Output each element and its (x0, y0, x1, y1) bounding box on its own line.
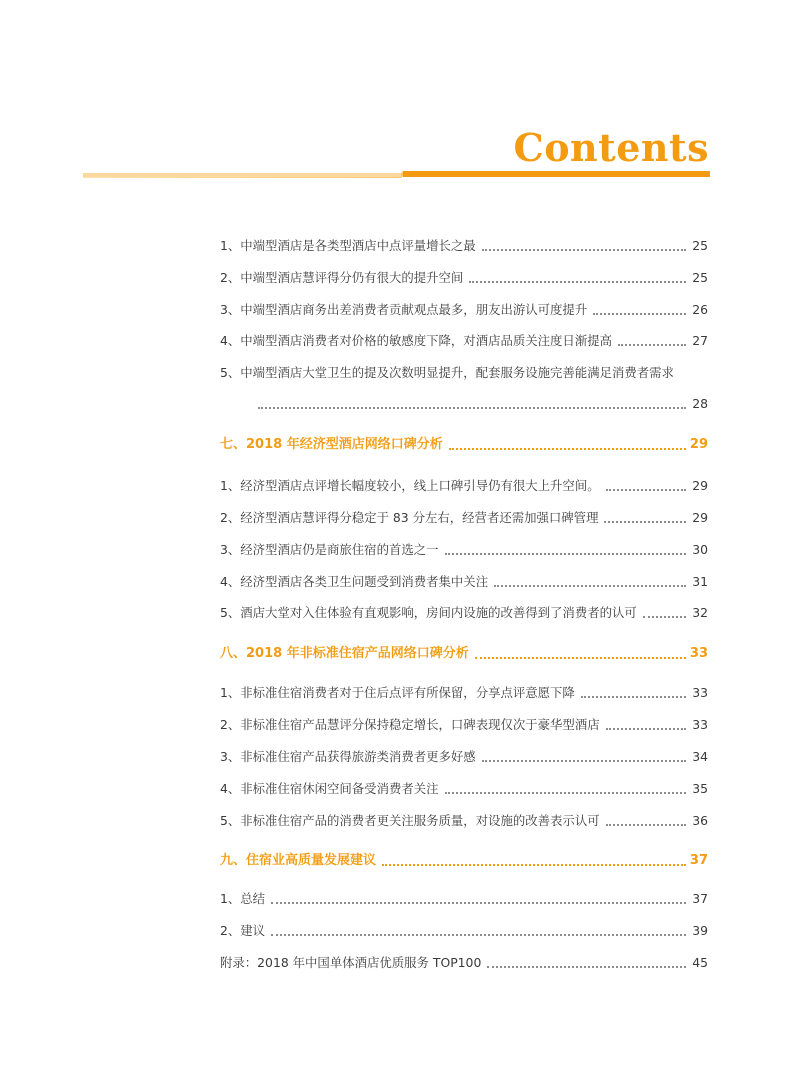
toc-entry-page: 34 (692, 749, 708, 764)
dot-leader (469, 281, 686, 283)
dot-leader (487, 966, 686, 968)
toc-entry[interactable] (220, 918, 708, 940)
toc-entry-title: 2、经济型酒店慧评得分稳定于 83 分左右，经营者还需加强口碑管理 (220, 510, 599, 525)
toc-entry-title: 八、2018 年非标准住宿产品网络口碑分析 (220, 646, 469, 661)
toc-entry-title: 4、经济型酒店各类卫生问题受到消费者集中关注 (220, 574, 489, 589)
dot-leader (475, 657, 686, 659)
toc-entry[interactable] (220, 744, 708, 766)
toc-entry-page: 30 (692, 542, 708, 557)
toc-entry-page: 39 (692, 923, 708, 938)
toc-entry-page: 45 (692, 955, 708, 970)
toc-entry-title: 1、中端型酒店是各类型酒店中点评量增长之最 (220, 238, 476, 253)
dot-leader (271, 934, 686, 936)
toc-entry-title: 2、建议 (220, 923, 266, 938)
toc-entry-title: 2、非标准住宿产品慧评分保持稳定增长，口碑表现仅次于豪华型酒店 (220, 717, 600, 732)
dot-leader (593, 313, 686, 315)
dot-leader (581, 696, 686, 698)
toc-entry-page: 33 (692, 685, 708, 700)
toc-entry[interactable] (220, 360, 708, 382)
toc-entry-title: 4、非标准住宿休闲空间备受消费者关注 (220, 781, 439, 796)
toc-entry-title: 1、总结 (220, 891, 266, 906)
dot-leader (258, 407, 686, 409)
dot-leader (445, 792, 687, 794)
toc-entry[interactable] (220, 328, 708, 350)
toc-entry-title: 5、酒店大堂对入住体验有直观影响，房间内设施的改善得到了消费者的认可 (220, 605, 637, 620)
toc-entry-page: 37 (689, 853, 708, 868)
toc-entry[interactable] (220, 537, 708, 559)
toc-entry[interactable] (220, 776, 708, 798)
toc-entry-page: 29 (689, 437, 708, 452)
toc-entry[interactable] (220, 265, 708, 287)
toc-entry-page: 33 (692, 717, 708, 732)
toc-entry[interactable] (220, 569, 708, 591)
dot-leader (606, 489, 687, 491)
toc-entry-page: 36 (692, 813, 708, 828)
toc-entry-title: 4、中端型酒店消费者对价格的敏感度下降，对酒店品质关注度日渐提高 (220, 333, 612, 348)
toc-entry-page: 28 (692, 396, 708, 411)
toc-entry-page: 33 (689, 646, 708, 661)
toc-entry[interactable] (220, 600, 708, 622)
toc-section[interactable] (220, 432, 708, 454)
toc-entry[interactable] (220, 297, 708, 319)
toc-entry-title: 1、经济型酒店点评增长幅度较小，线上口碑引导仍有很大上升空间。 (220, 478, 600, 493)
toc-entry-page: 27 (692, 333, 708, 348)
toc-entry-title: 2、中端型酒店慧评得分仍有很大的提升空间 (220, 270, 464, 285)
toc-entry-title: 九、住宿业高质量发展建议 (220, 853, 377, 868)
toc-entry-title: 3、经济型酒店仍是商旅住宿的首选之一 (220, 542, 439, 557)
toc-entry-page: 25 (692, 270, 708, 285)
dot-leader (482, 760, 687, 762)
toc-entry-title: 5、中端型酒店大堂卫生的提及次数明显提升，配套服务设施完善能满足消费者需求 (220, 365, 674, 380)
dot-leader (643, 616, 686, 618)
toc-entry-title: 3、中端型酒店商务出差消费者贡献观点最多，朋友出游认可度提升 (220, 302, 588, 317)
toc-entry[interactable] (220, 712, 708, 734)
toc-entry[interactable] (220, 886, 708, 908)
toc-entry[interactable] (220, 808, 708, 830)
toc-entry[interactable] (220, 473, 708, 495)
dot-leader (482, 249, 687, 251)
toc-entry-title: 3、非标准住宿产品获得旅游类消费者更多好感 (220, 749, 476, 764)
dot-leader (606, 824, 687, 826)
toc-section[interactable] (220, 641, 708, 663)
toc-entry[interactable] (220, 680, 708, 702)
toc-entry-page: 37 (692, 891, 708, 906)
toc-entry-page: 31 (692, 574, 708, 589)
toc-entry-page: 29 (692, 478, 708, 493)
page-title: Contents (513, 125, 709, 170)
toc-entry-title: 5、非标准住宿产品的消费者更关注服务质量，对设施的改善表示认可 (220, 813, 600, 828)
toc-entry[interactable] (220, 505, 708, 527)
toc-section[interactable] (220, 848, 708, 870)
toc-entry[interactable] (220, 950, 708, 972)
dot-leader (445, 553, 687, 555)
toc-entry-title: 附录：2018 年中国单体酒店优质服务 TOP100 (220, 955, 482, 970)
toc-entry-page: 26 (692, 302, 708, 317)
dot-leader (449, 448, 686, 450)
dot-leader (618, 344, 686, 346)
toc-entry-page: 32 (692, 605, 708, 620)
toc-entry-title: 七、2018 年经济型酒店网络口碑分析 (220, 437, 443, 452)
dot-leader (604, 521, 686, 523)
dot-leader (494, 585, 686, 587)
dot-leader (382, 864, 686, 866)
dot-leader (271, 902, 686, 904)
toc-entry-page: 35 (692, 781, 708, 796)
dot-leader (606, 728, 687, 730)
toc-entry[interactable] (220, 233, 708, 255)
toc-entry[interactable] (258, 391, 708, 413)
toc-entry-page: 25 (692, 238, 708, 253)
toc-entry-page: 29 (692, 510, 708, 525)
toc-entry-title: 1、非标准住宿消费者对于住后点评有所保留，分享点评意愿下降 (220, 685, 575, 700)
